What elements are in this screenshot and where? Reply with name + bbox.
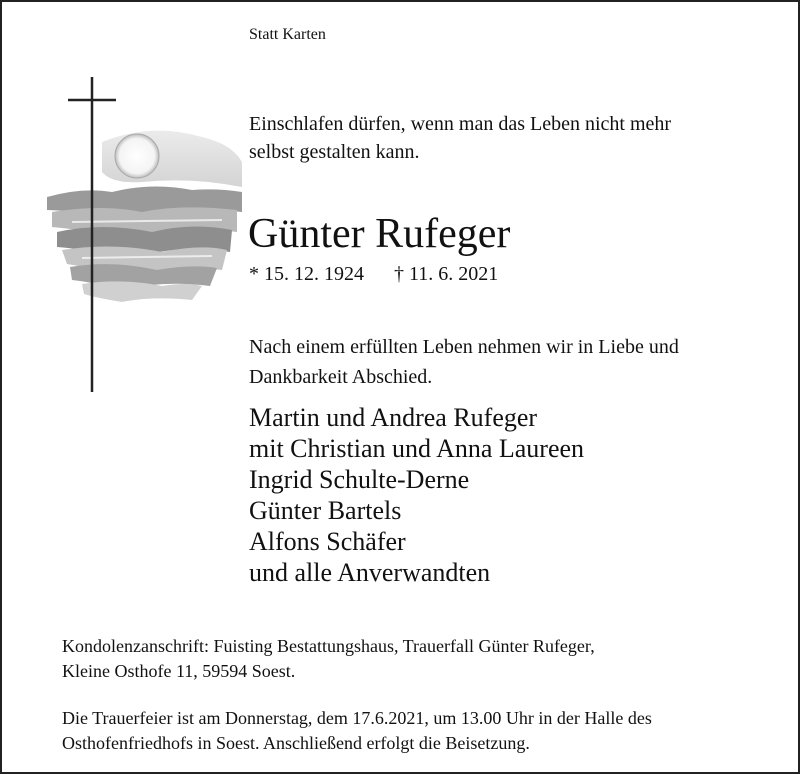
opening-quote (249, 110, 769, 166)
birth-date: * 15. 12. 1924 (249, 263, 364, 285)
ceremony-line: Osthofenfriedhofs in Soest. Anschließend erfolgt die Beisetzung. (62, 733, 530, 753)
message-line: Dankbarkeit Abschied. (249, 366, 433, 388)
quote-line: Einschlafen dürfen, wenn man das Leben nicht mehr (249, 113, 672, 135)
family-member: Ingrid Schulte-Derne (249, 465, 470, 494)
family-member: Günter Bartels (249, 496, 402, 525)
family-member: mit Christian und Anna Laureen (249, 434, 585, 463)
ceremony-line: Die Trauerfeier ist am Donnerstag, dem 17.6.2021, um 13.00 Uhr in der Halle des (62, 708, 652, 728)
quote-line: selbst gestalten kann. (249, 141, 420, 163)
condolence-address (62, 634, 782, 684)
death-date: † 11. 6. 2021 (394, 263, 499, 285)
family-list (249, 402, 584, 588)
life-dates (249, 261, 498, 287)
message-line: Nach einem erfüllten Leben nehmen wir in Liebe und (249, 336, 679, 358)
farewell-message (249, 332, 779, 392)
cross-sunset-landscape-icon (42, 72, 242, 402)
funeral-ceremony-info (62, 706, 792, 756)
deceased-name: Günter Rufeger (248, 211, 511, 257)
address-line: Kondolenzanschrift: Fuisting Bestattungshaus, Trauerfall Günter Rufeger, (62, 636, 595, 656)
family-member: Martin und Andrea Rufeger (249, 403, 538, 432)
family-member: und alle Anverwandten (249, 558, 491, 587)
family-member: Alfons Schäfer (249, 527, 406, 556)
header-label: Statt Karten (249, 26, 326, 43)
address-line: Kleine Osthofe 11, 59594 Soest. (62, 661, 296, 681)
